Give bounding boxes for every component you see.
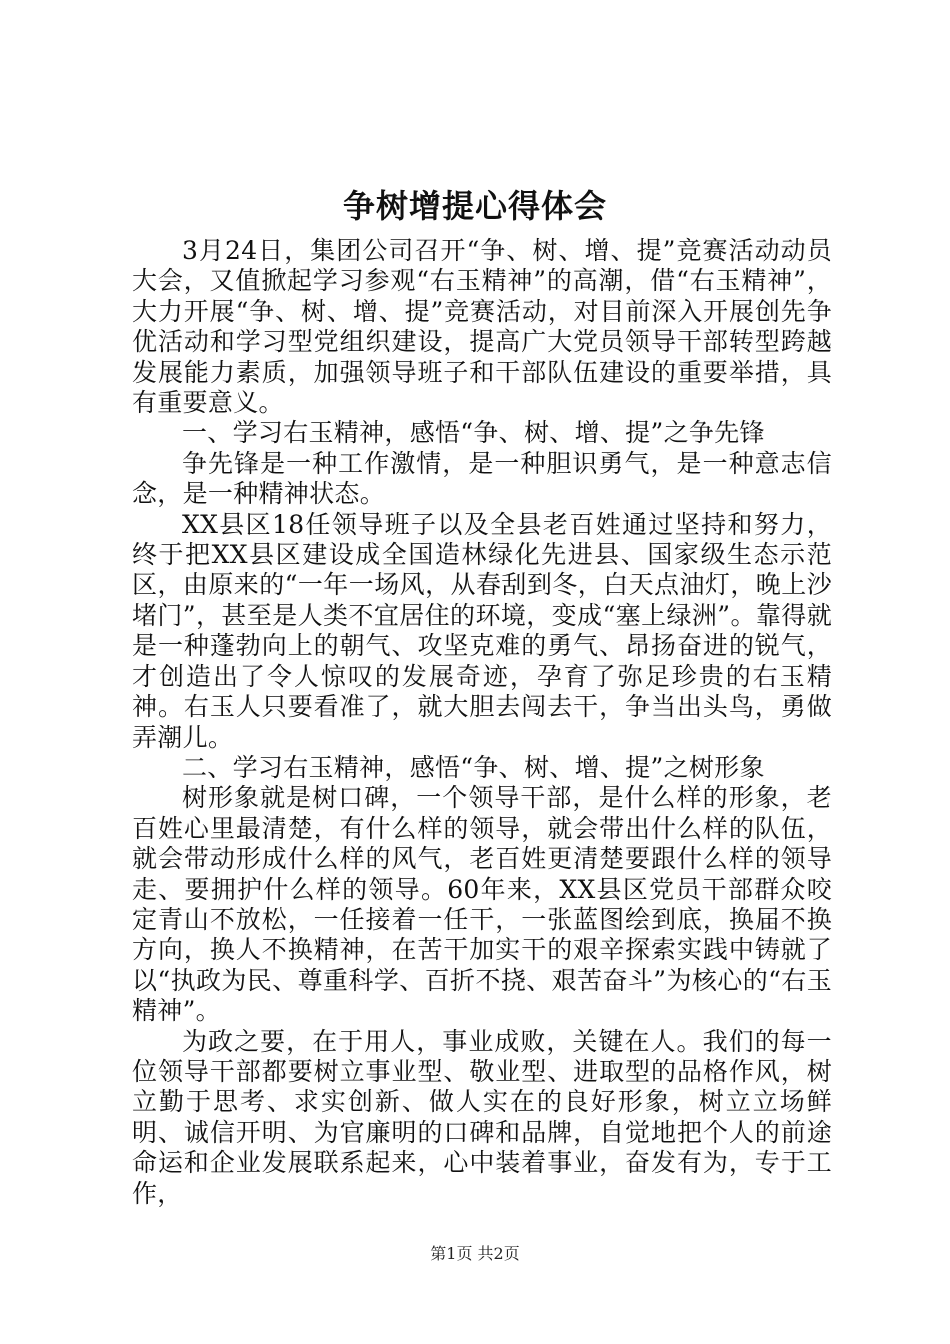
page-number-footer: 第1页 共2页: [430, 1244, 520, 1263]
document-body: [132, 236, 832, 1209]
document-title: 争树增提心得体会: [342, 187, 607, 225]
section-heading-2: 二、学习右玉精神，感悟“争、树、增、提”之树形象: [182, 752, 765, 782]
paragraph: 树形象就是树口碑，一个领导干部，是什么样的形象，老百姓心里最清楚，有什么样的领导，就会带出什么样的队伍，就会带动形成什么样的风气，老百姓更清楚要跟什么样的领导走、要拥护什么样的领导。60年来，XX县区党员干部群众咬定青山不放松，一任接着一任干，一张蓝图绘到底，换届不换方向，换人不换精神，在苦干加实干的艰辛探索实践中铸就了以“执政为民、尊重科学、百折不挠、艰苦奋斗”为核心的“右玉精神”。: [132, 783, 832, 1026]
paragraph-intro: 3月24日，集团公司召开“争、树、增、提”竞赛活动动员大会，又值掀起学习参观“右玉精神”的高潮，借“右玉精神”，大力开展“争、树、增、提”竞赛活动，对目前深入开展创先争优活动和学习型党组织建设，提高广大党员领导干部转型跨越发展能力素质，加强领导班子和干部队伍建设的重要举措，具有重要意义。: [132, 236, 832, 418]
paragraph: XX县区18任领导班子以及全县老百姓通过坚持和努力，终于把XX县区建设成全国造林绿化先进县、国家级生态示范区，由原来的“一年一场风，从春刮到冬，白天点油灯，晚上沙堵门”，甚至是人类不宜居住的环境，变成“塞上绿洲”。靠得就是一种蓬勃向上的朝气、攻坚克难的勇气、昂扬奋进的锐气，才创造出了令人惊叹的发展奇迹，孕育了弥足珍贵的右玉精神。右玉人只要看准了，就大胆去闯去干，争当出头鸟，勇做弄潮儿。: [132, 509, 832, 752]
section-heading-1: 一、学习右玉精神，感悟“争、树、增、提”之争先锋: [182, 418, 765, 448]
paragraph: 为政之要，在于用人，事业成败，关键在人。我们的每一位领导干部都要树立事业型、敬业型、进取型的品格作风，树立勤于思考、求实创新、做人实在的良好形象，树立立场鲜明、诚信开明、为官廉明的口碑和品牌，自觉地把个人的前途命运和企业发展联系起来，心中装着事业，奋发有为，专于工作，: [132, 1026, 832, 1208]
paragraph: 争先锋是一种工作激情，是一种胆识勇气，是一种意志信念，是一种精神状态。: [132, 448, 832, 509]
